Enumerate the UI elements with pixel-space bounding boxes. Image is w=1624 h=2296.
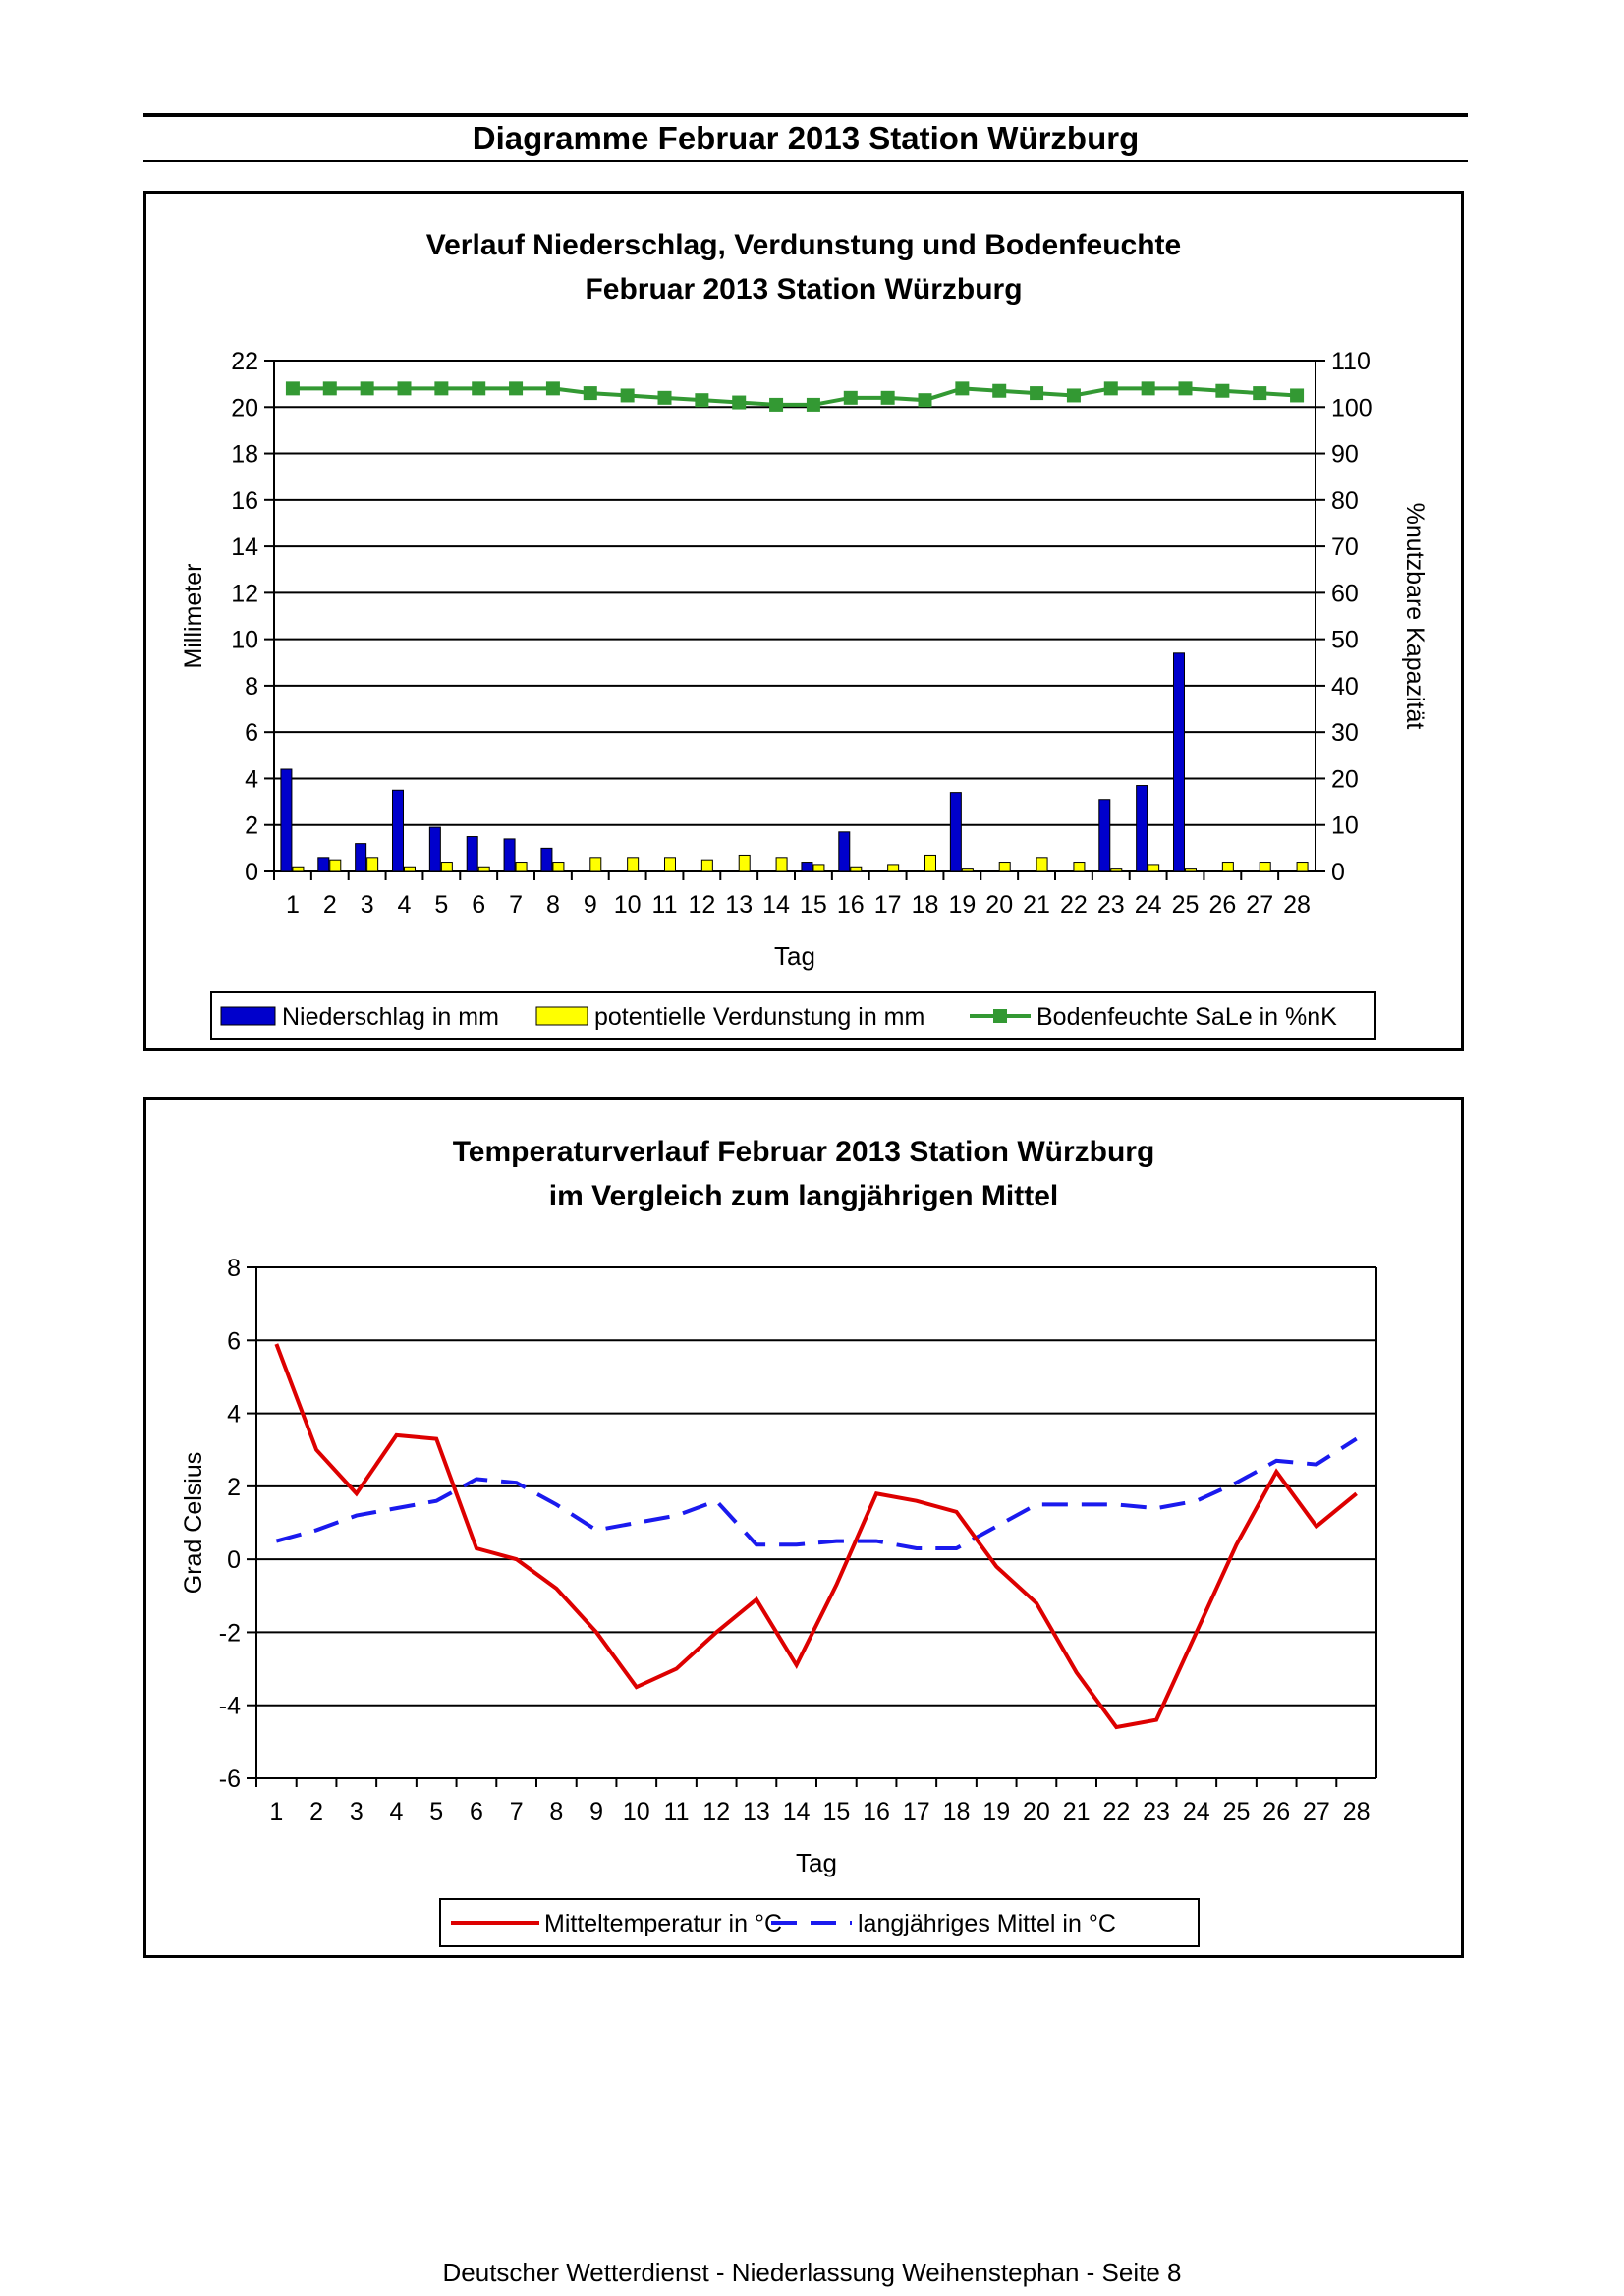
x-tick-label: 23 (1096, 891, 1125, 919)
x-tick-label: 4 (389, 1798, 404, 1825)
x-tick-label: 18 (911, 891, 939, 919)
chart-subtitle: im Vergleich zum langjährigen Mittel (548, 1180, 1059, 1212)
soil-moisture-point (1215, 384, 1229, 398)
y2-tick-label: 20 (1331, 765, 1359, 794)
x-tick-label: 15 (800, 891, 827, 919)
y2-tick-label: 40 (1331, 672, 1359, 700)
x-tick-label: 7 (509, 891, 524, 919)
soil-moisture-point (732, 396, 746, 410)
x-tick-label: 11 (663, 1798, 690, 1825)
soil-moisture-point (1179, 381, 1193, 395)
x-tick-label: 4 (397, 891, 412, 919)
y2-tick-label: 70 (1331, 533, 1359, 562)
x-tick-label: 17 (902, 1798, 930, 1825)
y2-tick-label: 30 (1331, 719, 1359, 748)
x-tick-label: 5 (429, 1798, 444, 1825)
y-tick-label: 18 (231, 440, 258, 469)
x-tick-label: 25 (1171, 891, 1200, 919)
y-tick-label: 6 (227, 1327, 241, 1356)
precipitation-bar (802, 863, 812, 871)
soil-moisture-point (919, 393, 932, 407)
soil-moisture-point (361, 381, 374, 395)
y2-tick-label: 110 (1331, 348, 1371, 375)
soil-moisture-point (807, 398, 820, 412)
y2-tick-label: 90 (1331, 440, 1359, 469)
soil-moisture-point (1104, 381, 1118, 395)
soil-moisture-point (584, 386, 597, 400)
soil-moisture-point (509, 381, 523, 395)
chart-title: Verlauf Niederschlag, Verdunstung und Bodenfeuchte (425, 229, 1182, 261)
y-tick-label: 0 (227, 1546, 241, 1575)
evaporation-bar (925, 855, 936, 871)
x-tick-label: 11 (651, 891, 678, 919)
x-tick-label: 1 (269, 1798, 284, 1825)
x-tick-label: 26 (1208, 891, 1237, 919)
evaporation-bar (367, 858, 378, 871)
x-tick-label: 2 (322, 891, 337, 919)
legend-label-mean-temperature: Mitteltemperatur in °C (544, 1910, 783, 1937)
soil-moisture-point (398, 381, 412, 395)
x-axis-label: Tag (796, 1848, 837, 1877)
x-tick-label: 21 (1023, 891, 1050, 919)
header-bottom-rule (143, 160, 1468, 162)
legend-label-evaporation: potentielle Verdunstung in mm (594, 1003, 925, 1031)
x-tick-label: 10 (622, 1798, 650, 1825)
chart-subtitle: Februar 2013 Station Würzburg (585, 273, 1023, 306)
y2-tick-label: 10 (1331, 812, 1359, 840)
evaporation-bar (1222, 863, 1233, 871)
y-tick-label: 12 (231, 580, 258, 608)
x-tick-label: 21 (1062, 1798, 1091, 1825)
y2-tick-label: 80 (1331, 486, 1359, 515)
precipitation-bar (1137, 786, 1148, 871)
y2-tick-label: 100 (1331, 394, 1372, 422)
x-tick-label: 20 (1023, 1798, 1050, 1825)
y-tick-label: 0 (245, 859, 258, 886)
evaporation-bar (1111, 869, 1122, 871)
y-tick-label: -6 (218, 1765, 241, 1793)
soil-moisture-point (955, 381, 969, 395)
evaporation-bar (1260, 863, 1270, 871)
x-axis-label: Tag (774, 941, 815, 971)
soil-moisture-point (546, 381, 560, 395)
evaporation-bar (888, 865, 899, 871)
soil-moisture-point (1290, 388, 1304, 402)
y2-tick-label: 60 (1331, 580, 1359, 608)
x-tick-label: 5 (434, 891, 449, 919)
x-tick-label: 12 (688, 891, 716, 919)
page-footer: Deutscher Wetterdienst - Niederlassung Weihenstephan - Seite 8 (442, 2258, 1182, 2287)
soil-moisture-point (472, 381, 485, 395)
precipitation-bar (318, 858, 329, 871)
precipitation-bar (467, 837, 477, 871)
x-tick-label: 3 (349, 1798, 364, 1825)
y2-tick-label: 50 (1331, 626, 1359, 654)
evaporation-bar (776, 858, 787, 871)
y-tick-label: -2 (218, 1619, 241, 1648)
precipitation-chart-svg (146, 194, 1461, 1048)
x-tick-label: 16 (863, 1798, 890, 1825)
evaporation-bar (553, 863, 564, 871)
x-tick-label: 6 (472, 891, 486, 919)
x-tick-label: 17 (873, 891, 902, 919)
x-tick-label: 14 (762, 891, 790, 919)
x-tick-label: 9 (589, 1798, 604, 1825)
x-tick-label: 13 (743, 1798, 770, 1825)
x-tick-label: 24 (1134, 891, 1162, 919)
x-tick-label: 23 (1143, 1798, 1170, 1825)
legend-label-long-term-mean: langjähriges Mittel in °C (858, 1910, 1116, 1937)
x-tick-label: 8 (545, 891, 560, 919)
legend-marker-soil-moisture (993, 1009, 1007, 1023)
soil-moisture-point (992, 384, 1006, 398)
y-tick-label: 4 (245, 765, 258, 794)
y-tick-label: -4 (218, 1692, 241, 1720)
evaporation-bar (1297, 863, 1308, 871)
precipitation-bar (356, 844, 366, 871)
soil-moisture-point (621, 388, 635, 402)
evaporation-bar (701, 860, 712, 871)
evaporation-bar (999, 863, 1010, 871)
x-tick-label: 1 (285, 891, 300, 919)
y-tick-label: 8 (227, 1255, 241, 1282)
y-tick-label: 6 (245, 719, 258, 748)
soil-moisture-point (881, 391, 895, 405)
precipitation-chart (143, 191, 1464, 1051)
x-tick-label: 27 (1246, 891, 1274, 919)
evaporation-bar (330, 860, 341, 871)
legend-label-precipitation: Niederschlag in mm (282, 1003, 499, 1031)
y2-axis-label: %nutzbare Kapazität (1401, 502, 1428, 730)
page-title: Diagramme Februar 2013 Station Würzburg (472, 120, 1140, 156)
y-axis-label: Grad Celsius (180, 1451, 207, 1595)
y-tick-label: 8 (245, 672, 258, 700)
evaporation-bar (628, 858, 639, 871)
soil-moisture-point (1067, 388, 1081, 402)
x-tick-label: 16 (836, 891, 865, 919)
soil-moisture-point (1142, 381, 1155, 395)
evaporation-bar (441, 863, 452, 871)
x-tick-label: 7 (509, 1798, 524, 1825)
soil-moisture-point (658, 391, 672, 405)
x-tick-label: 15 (822, 1798, 851, 1825)
precipitation-bar (1099, 800, 1110, 871)
x-tick-label: 13 (725, 891, 754, 919)
y-tick-label: 14 (231, 533, 258, 562)
mean-temperature-line (276, 1344, 1356, 1727)
y-tick-label: 22 (231, 348, 258, 375)
evaporation-bar (1186, 869, 1197, 871)
soil-moisture-point (769, 398, 783, 412)
evaporation-bar (813, 865, 824, 871)
evaporation-bar (665, 858, 676, 871)
evaporation-bar (293, 867, 304, 871)
x-tick-label: 2 (309, 1798, 324, 1825)
x-tick-label: 9 (583, 891, 597, 919)
y-tick-label: 10 (231, 626, 258, 654)
x-tick-label: 6 (469, 1798, 483, 1825)
evaporation-bar (590, 858, 601, 871)
y-tick-label: 4 (227, 1400, 241, 1428)
evaporation-bar (478, 867, 489, 871)
precipitation-bar (504, 839, 515, 871)
evaporation-bar (516, 863, 527, 871)
x-tick-label: 19 (982, 1798, 1011, 1825)
x-tick-label: 27 (1303, 1798, 1330, 1825)
y-tick-label: 2 (245, 812, 258, 840)
evaporation-bar (962, 869, 973, 871)
legend-swatch-evaporation (536, 1007, 588, 1025)
precipitation-bar (1174, 653, 1185, 871)
x-tick-label: 14 (782, 1798, 811, 1825)
x-tick-label: 10 (613, 891, 642, 919)
soil-moisture-point (323, 381, 337, 395)
y-axis-label: Millimeter (180, 563, 207, 669)
x-tick-label: 28 (1342, 1798, 1371, 1825)
evaporation-bar (851, 867, 862, 871)
x-tick-label: 25 (1222, 1798, 1251, 1825)
evaporation-bar (1148, 865, 1159, 871)
soil-moisture-point (695, 393, 708, 407)
evaporation-bar (1074, 863, 1085, 871)
x-tick-label: 24 (1182, 1798, 1210, 1825)
header-top-rule (143, 113, 1468, 117)
soil-moisture-point (286, 381, 300, 395)
x-tick-label: 19 (948, 891, 977, 919)
soil-moisture-point (844, 391, 858, 405)
temperature-chart (143, 1097, 1464, 1958)
precipitation-bar (393, 790, 404, 871)
x-tick-label: 28 (1283, 891, 1311, 919)
y-tick-label: 16 (231, 486, 258, 515)
x-tick-label: 12 (702, 1798, 731, 1825)
x-tick-label: 26 (1262, 1798, 1291, 1825)
x-tick-label: 18 (942, 1798, 971, 1825)
soil-moisture-point (434, 381, 448, 395)
evaporation-bar (739, 855, 750, 871)
x-tick-label: 3 (360, 891, 374, 919)
legend-swatch-precipitation (221, 1007, 275, 1025)
long-term-mean-line (276, 1439, 1356, 1548)
soil-moisture-point (1030, 386, 1043, 400)
x-tick-label: 20 (985, 891, 1014, 919)
legend-label-soil-moisture: Bodenfeuchte SaLe in %nK (1036, 1003, 1337, 1031)
precipitation-bar (541, 848, 552, 871)
y-tick-label: 20 (231, 394, 258, 422)
y2-tick-label: 0 (1331, 859, 1345, 886)
precipitation-bar (950, 793, 961, 871)
precipitation-bar (281, 769, 292, 871)
y-tick-label: 2 (227, 1473, 241, 1501)
temperature-chart-svg (146, 1100, 1461, 1955)
evaporation-bar (1036, 858, 1047, 871)
x-tick-label: 22 (1060, 891, 1088, 919)
precipitation-bar (429, 827, 440, 871)
precipitation-bar (839, 832, 850, 871)
chart-title: Temperaturverlauf Februar 2013 Station Würzburg (452, 1136, 1155, 1168)
soil-moisture-point (1253, 386, 1266, 400)
evaporation-bar (405, 867, 416, 871)
x-tick-label: 8 (549, 1798, 564, 1825)
x-tick-label: 22 (1102, 1798, 1131, 1825)
